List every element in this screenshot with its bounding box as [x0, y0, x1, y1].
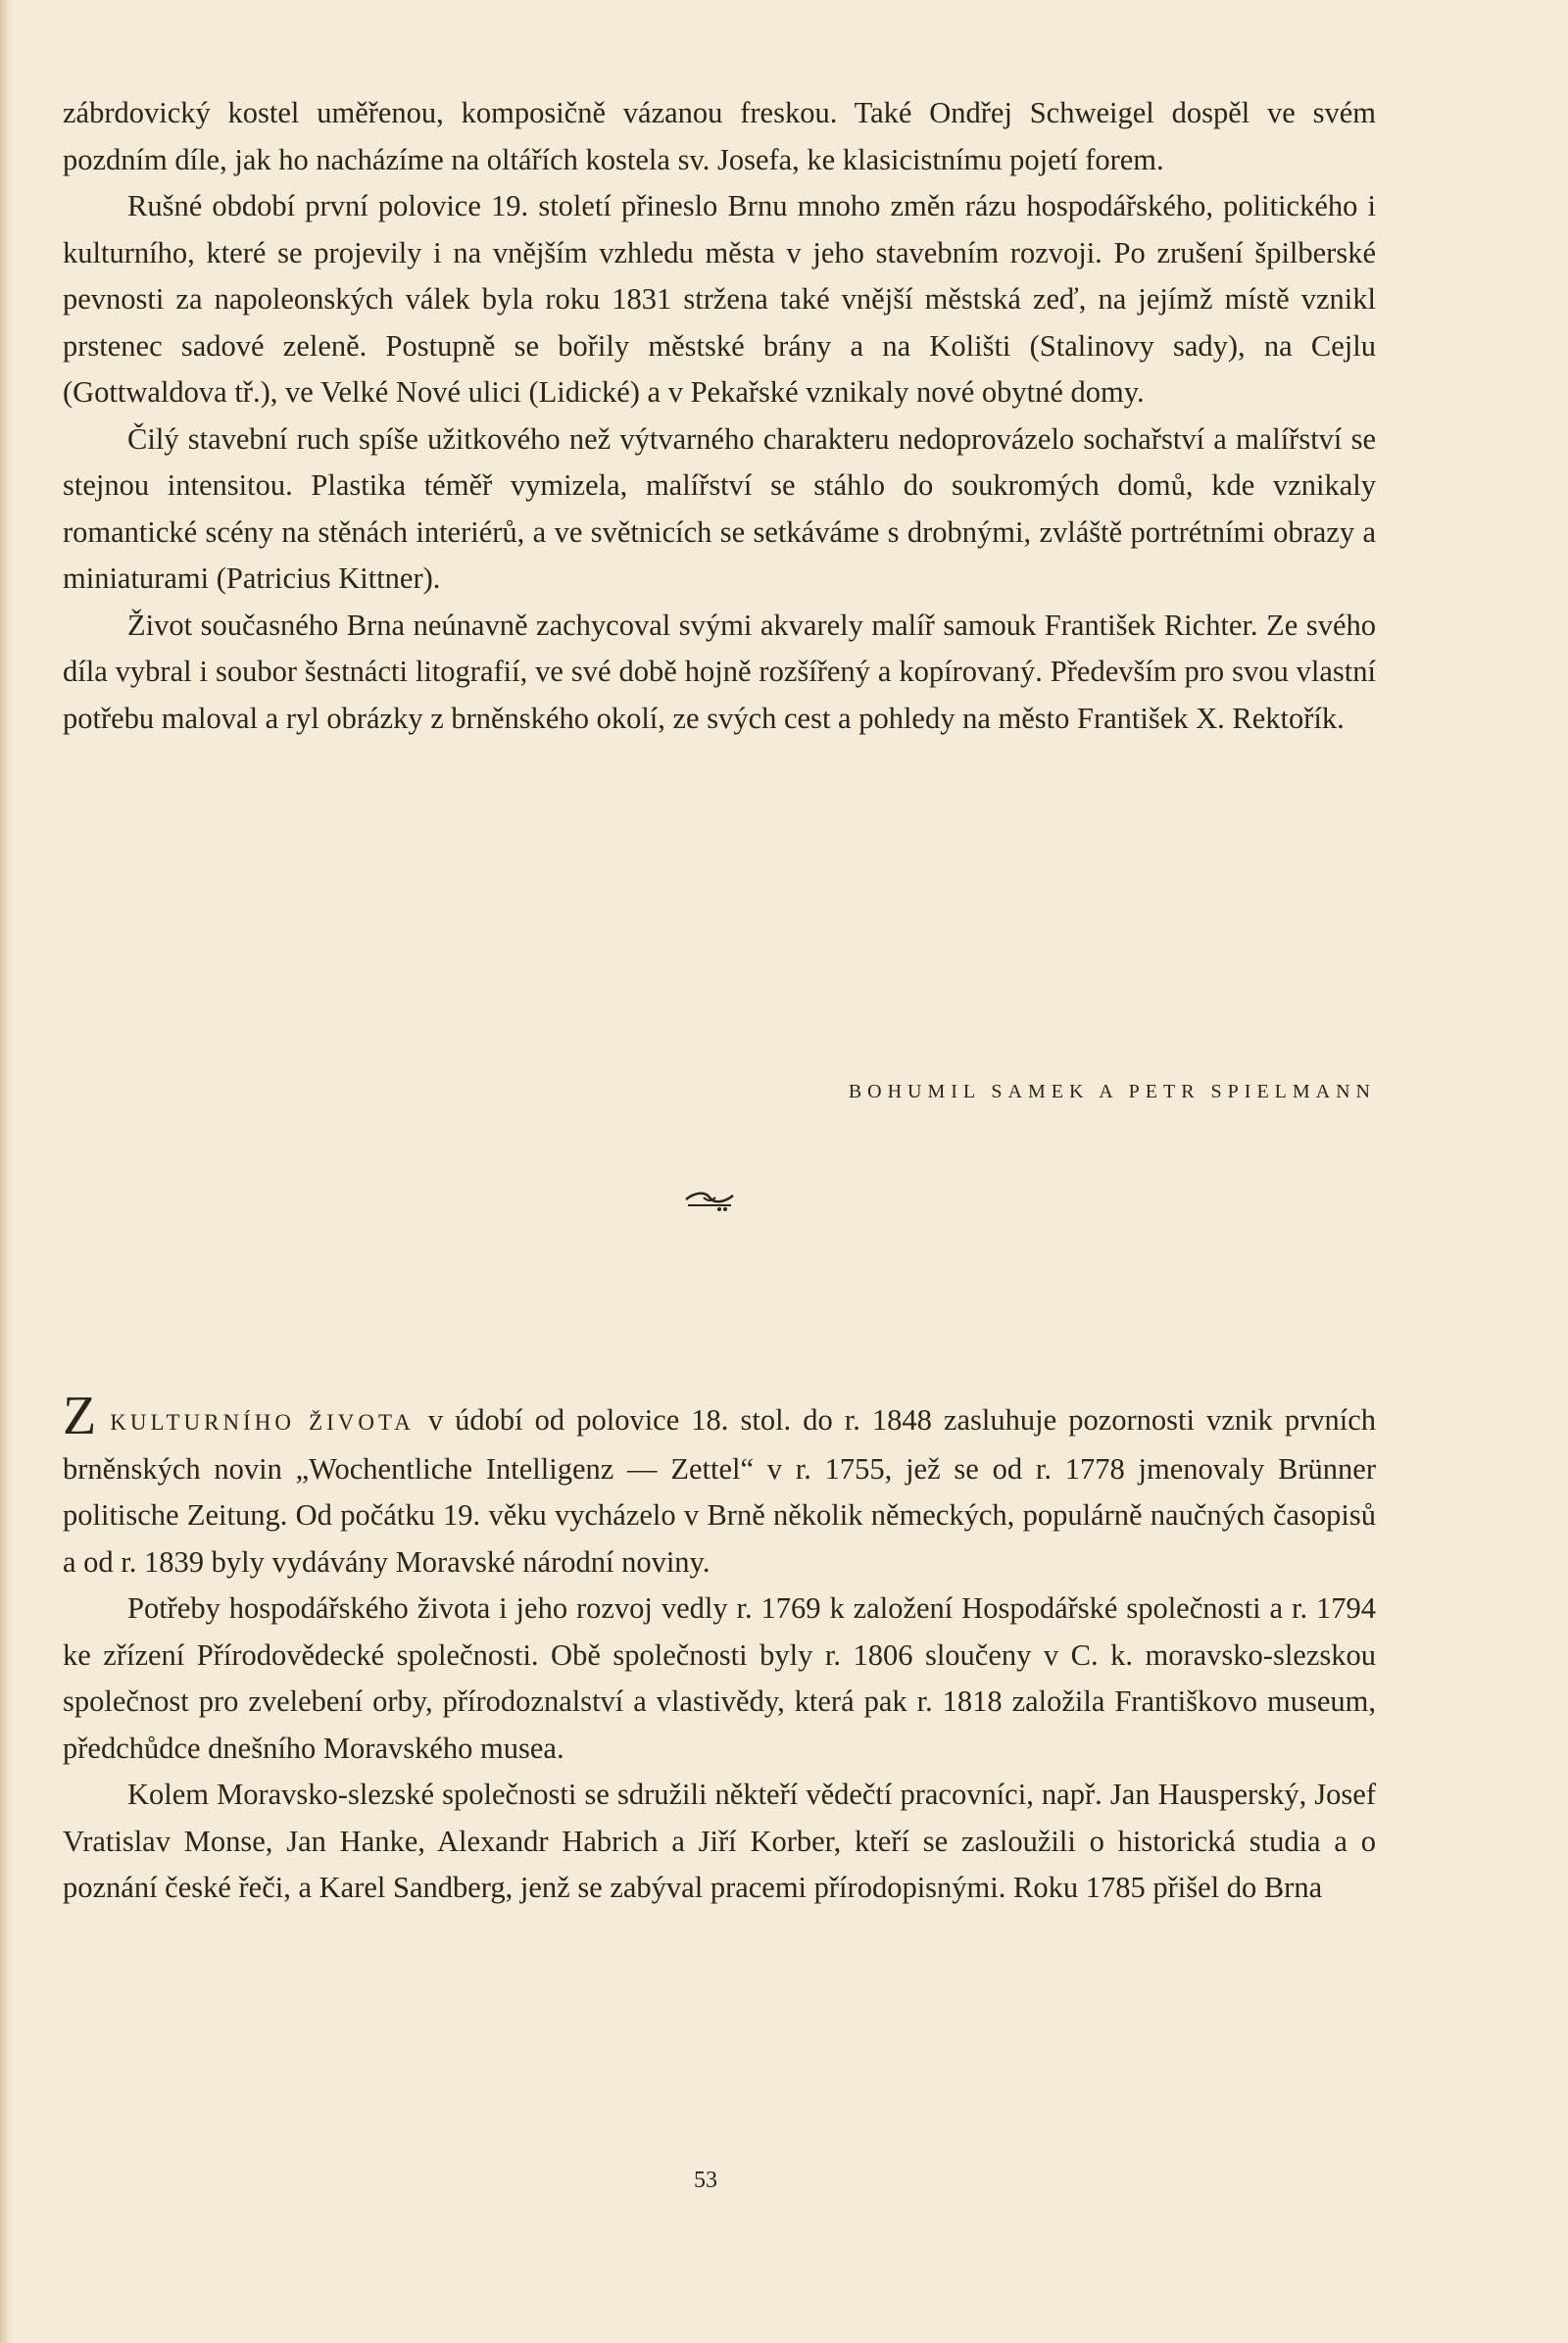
article-authors: BOHUMIL SAMEK A PETR SPIELMANN: [848, 1081, 1376, 1102]
paragraph: Kolem Moravsko-slezské společnosti se sdružili někteří vědečtí pracovníci, např. Jan Hausperský, Josef Vratislav Monse, Jan Hanke, Alexandr Habrich a Jiří Korber, kteří se zasloužili o historická studia a o poznání české řeči, a Karel Sandberg, jenž se zabýval pracemi přírodopisnými. Roku 1785 přišel do Brna: [63, 1778, 1376, 1904]
ornament-divider-icon: [682, 1188, 737, 1213]
top-text-block: [63, 90, 1376, 742]
page-edge: [0, 0, 14, 2343]
bottom-text-block: [63, 1386, 1376, 1912]
section-lead-paragraph: [63, 1386, 1376, 1586]
paragraph: Čilý stavební ruch spíše užitkového než výtvarného charakteru nedoprovázelo sochařství a malířství se stejnou intensitou. Plastika téměř vymizela, malířství se stáhlo do soukromých domů, kde vznikaly romantické scény na stěnách interiérů, a ve světnicích se setkáváme s drobnými, zvláště portrétními obrazy a miniaturami (Patricius Kittner).: [63, 421, 1376, 595]
lead-text: v údobí od polovice 18. stol. do r. 1848 zasluhuje pozornosti vznik prvních brněnských novin „Wochentliche Intelligenz — Zettel“ v r. 1755, jež se od r. 1778 jmenovaly Brünner politische Zeitung. Od počátku 19. věku vycházelo v Brně několik německých, populárně naučných časopisů a od r. 1839 byly vydávány Moravské národní noviny.: [63, 1403, 1376, 1579]
section-heading: KULTURNÍHO ŽIVOTA: [110, 1410, 415, 1435]
drop-cap: Z: [63, 1386, 99, 1446]
paragraph: Potřeby hospodářského života i jeho rozvoj vedly r. 1769 k založení Hospodářské společnosti a r. 1794 ke zřízení Přírodovědecké společnosti. Obě společnosti byly r. 1806 sloučeny v C. k. moravsko-slezskou společnost pro zvelebení orby, přírodoznalství a vlastivědy, která pak r. 1818 založila Františkovo museum, předchůdce dnešního Moravského musea.: [63, 1591, 1376, 1765]
paragraph: Rušné období první polovice 19. století přineslo Brnu mnoho změn rázu hospodářského, politického i kulturního, které se projevily i na vnějším vzhledu města v jeho stavebním rozvoji. Po zrušení špilberské pevnosti za napoleonských válek byla roku 1831 stržena také vnější městská zeď, na jejímž místě vznikl prstenec sadové zeleně. Postupně se bořily městské brány a na Kolišti (Stalinovy sady), na Cejlu (Gottwaldova tř.), ve Velké Nové ulici (Lidické) a v Pekařské vznikaly nové obytné domy.: [63, 189, 1376, 409]
paragraph: Život současného Brna neúnavně zachycoval svými akvarely malíř samouk František Richter. Ze svého díla vybral i soubor šestnácti litografií, ve své době hojně rozšířený a kopírovaný. Především pro svou vlastní potřebu maloval a ryl obrázky z brněnského okolí, ze svých cest a pohledy na město František X. Rektořík.: [63, 608, 1376, 735]
page-number: 53: [694, 2168, 717, 2193]
paragraph: zábrdovický kostel uměřenou, komposičně vázanou freskou. Také Ondřej Schweigel dospěl ve svém pozdním díle, jak ho nacházíme na oltářích kostela sv. Josefa, ke klasicistnímu pojetí forem.: [63, 96, 1376, 176]
